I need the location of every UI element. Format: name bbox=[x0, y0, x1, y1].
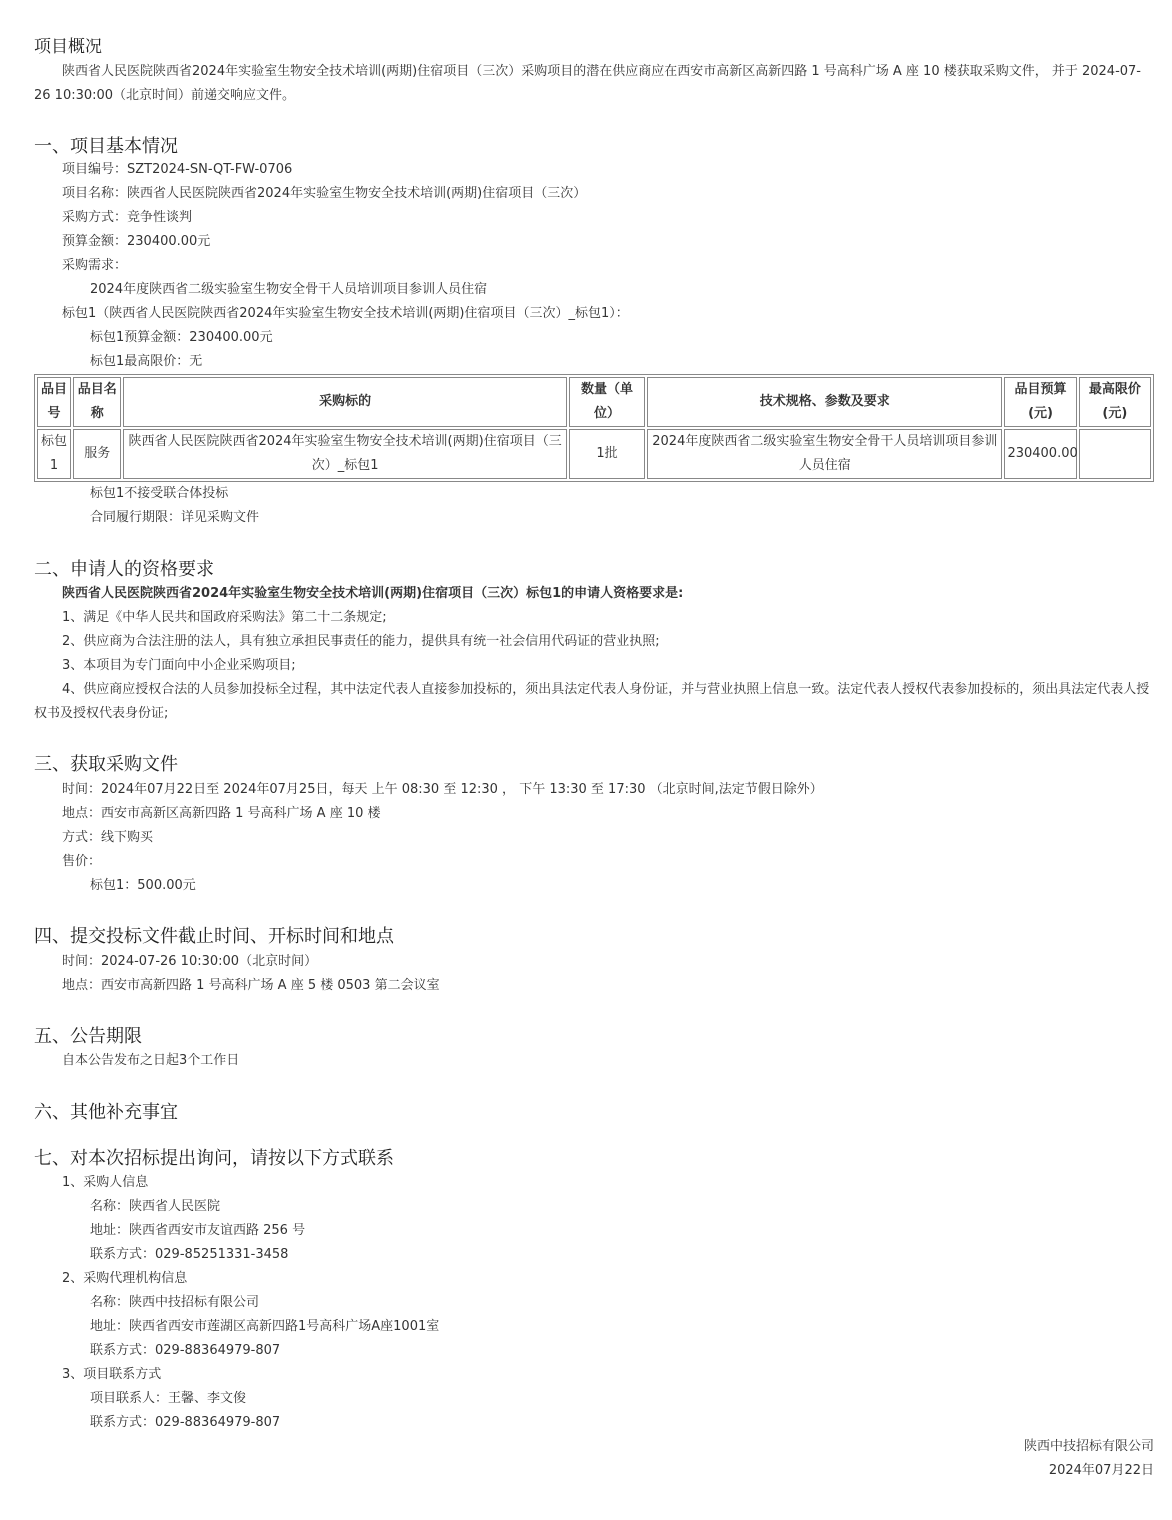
deadline-time: 时间：2024-07-26 10:30:00（北京时间） bbox=[62, 954, 318, 969]
package-budget: 标包1预算金额：230400.00元 bbox=[90, 330, 273, 345]
qualification-lead: 陕西省人民医院陕西省2024年实验室生物安全技术培训(两期)住宿项目（三次）标包1的申请人资格要求是: bbox=[62, 586, 684, 601]
agent-name: 名称：陕西中技招标有限公司 bbox=[90, 1295, 260, 1310]
package-title: 标包1（陕西省人民医院陕西省2024年实验室生物安全技术培训(两期)住宿项目（三次）_标包1）： bbox=[62, 306, 629, 321]
section-6-title: 六、其他补充事宜 bbox=[34, 1102, 178, 1123]
procurement-method: 采购方式：竞争性谈判 bbox=[62, 210, 193, 225]
table-cell: 1批 bbox=[569, 429, 645, 479]
budget-amount: 预算金额：230400.00元 bbox=[62, 234, 211, 249]
obtain-place: 地点：西安市高新区高新四路 1 号高科广场 A 座 10 楼 bbox=[62, 806, 381, 821]
buyer-name: 名称：陕西省人民医院 bbox=[90, 1199, 221, 1214]
qualification-item-2: 2、供应商为合法注册的法人，具有独立承担民事责任的能力，提供具有统一社会信用代码证的营业执照; bbox=[62, 634, 660, 649]
table-cell bbox=[1079, 429, 1151, 479]
agent-label: 2、采购代理机构信息 bbox=[62, 1271, 188, 1286]
table-cell: 服务 bbox=[73, 429, 121, 479]
package-table bbox=[34, 374, 1154, 482]
table-header-cell: 最高限价(元) bbox=[1079, 377, 1151, 427]
qualification-item-4: 4、供应商应授权合法的人员参加投标全过程，其中法定代表人直接参加投标的，须出具法定代表人身份证，并与营业执照上信息一致。法定代表人授权代表参加投标的，须出具法定代表人授权书及授权代表身份证; bbox=[34, 682, 1150, 721]
section-1-title: 一、项目基本情况 bbox=[34, 136, 178, 157]
contact-label: 3、项目联系方式 bbox=[62, 1367, 162, 1382]
table-header-cell: 品目预算(元) bbox=[1004, 377, 1076, 427]
section-2-title: 二、申请人的资格要求 bbox=[34, 559, 214, 580]
no-joint-bid: 标包1不接受联合体投标 bbox=[90, 486, 229, 501]
overview-title: 项目概况 bbox=[34, 37, 102, 57]
table-header-cell: 数量（单位） bbox=[569, 377, 645, 427]
section-7-title: 七、对本次招标提出询问，请按以下方式联系 bbox=[34, 1148, 394, 1169]
project-name: 项目名称：陕西省人民医院陕西省2024年实验室生物安全技术培训(两期)住宿项目（三次） bbox=[62, 186, 587, 201]
signature-date: 2024年07月22日 bbox=[1048, 1463, 1154, 1478]
demand-text: 2024年度陕西省二级实验室生物安全骨干人员培训项目参训人员住宿 bbox=[90, 282, 488, 297]
obtain-way: 方式：线下购买 bbox=[62, 830, 154, 845]
agent-phone: 联系方式：029-88364979-807 bbox=[90, 1343, 281, 1358]
obtain-time: 时间：2024年07月22日至 2024年07月25日，每天 上午 08:30 至 12:30 ， 下午 13:30 至 17:30 （北京时间,法定节假日除外） bbox=[62, 782, 823, 797]
qualification-item-1: 1、满足《中华人民共和国政府采购法》第二十二条规定; bbox=[62, 610, 387, 625]
buyer-label: 1、采购人信息 bbox=[62, 1175, 149, 1190]
buyer-address: 地址：陕西省西安市友谊西路 256 号 bbox=[90, 1223, 306, 1238]
package-price-limit: 标包1最高限价：无 bbox=[90, 354, 203, 369]
section-4-title: 四、提交投标文件截止时间、开标时间和地点 bbox=[34, 926, 394, 947]
contact-phone: 联系方式：029-88364979-807 bbox=[90, 1415, 281, 1430]
signature-org: 陕西中技招标有限公司 bbox=[1023, 1439, 1154, 1454]
price-value: 标包1：500.00元 bbox=[90, 878, 196, 893]
project-number: 项目编号：SZT2024-SN-QT-FW-0706 bbox=[62, 162, 293, 177]
overview-text: 陕西省人民医院陕西省2024年实验室生物安全技术培训(两期)住宿项目（三次）采购项目的潜在供应商应在西安市高新区高新四路 1 号高科广场 A 座 10 楼获取采购文件， 并于 2024-07-26 10:30:00（北京时间）前递交响应文件。 bbox=[34, 64, 1142, 103]
table-cell: 230400.00 bbox=[1004, 429, 1076, 479]
table-header-cell: 技术规格、参数及要求 bbox=[647, 377, 1002, 427]
table-cell: 陕西省人民医院陕西省2024年实验室生物安全技术培训(两期)住宿项目（三次）_标包1 bbox=[123, 429, 567, 479]
buyer-phone: 联系方式：029-85251331-3458 bbox=[90, 1247, 289, 1262]
table-header-cell: 品目号 bbox=[37, 377, 71, 427]
deadline-place: 地点：西安市高新四路 1 号高科广场 A 座 5 楼 0503 第二会议室 bbox=[62, 978, 440, 993]
table-header-cell: 采购标的 bbox=[123, 377, 567, 427]
table-header-row bbox=[37, 377, 1151, 427]
table-cell: 2024年度陕西省二级实验室生物安全骨干人员培训项目参训人员住宿 bbox=[647, 429, 1002, 479]
agent-address: 地址：陕西省西安市莲湖区高新四路1号高科广场A座1001室 bbox=[90, 1319, 440, 1334]
notice-period: 自本公告发布之日起3个工作日 bbox=[62, 1053, 240, 1068]
contract-period: 合同履行期限：详见采购文件 bbox=[90, 510, 260, 525]
table-header-cell: 品目名称 bbox=[73, 377, 121, 427]
demand-label: 采购需求： bbox=[62, 258, 128, 273]
section-3-title: 三、获取采购文件 bbox=[34, 754, 178, 775]
table-cell: 标包1 bbox=[37, 429, 71, 479]
table-row bbox=[37, 429, 1151, 479]
qualification-item-3: 3、本项目为专门面向中小企业采购项目; bbox=[62, 658, 296, 673]
price-label: 售价： bbox=[62, 854, 102, 869]
section-5-title: 五、公告期限 bbox=[34, 1026, 142, 1047]
contact-person: 项目联系人：王馨、李文俊 bbox=[90, 1391, 247, 1406]
